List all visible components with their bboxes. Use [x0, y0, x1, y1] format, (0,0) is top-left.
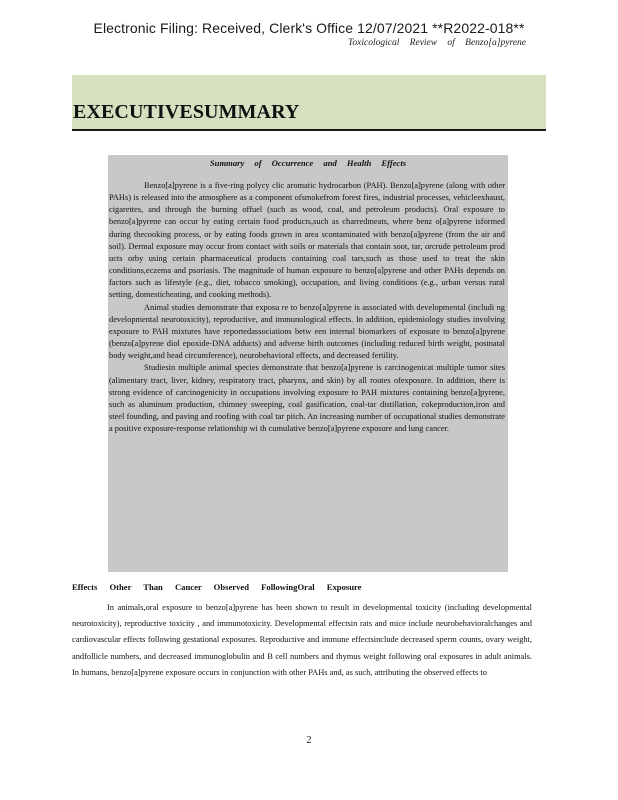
summary-box-body: [109, 180, 505, 435]
running-title: Toxicological Review of Benzo[a]pyrene: [348, 38, 526, 48]
summary-paragraph: Studiesin multiple animal species demonstrate that benzo[a]pyrene is carcinogenicat multiple tumor sites (alimentary tract, liver, kidney, respiratory tract, pharynx, and skin) by all routes ofexposure. In addition, there is strong evidence of carcinogenicity in occupations involving exposure to PAH mixtures containing benzo[a]pyrene, such as aluminum production, chimney sweeping, coal gasification, coal-tar distillation, cokeproduction,iron and steel founding, and paving and roofing with coal tar pitch. An increasing number of occupational studies demonstrate a positive exposure-response relationship wi th cumulative benzo[a]pyrene exposure and lung cancer.: [109, 363, 505, 434]
page-title: EXECUTIVESUMMARY: [73, 101, 300, 123]
page-number: 2: [306, 735, 312, 746]
summary-box-heading: Summary of Occurrence and Health Effects: [209, 158, 407, 168]
effects-body: [72, 600, 532, 681]
effects-heading: Effects Other Than Cancer Observed FollowingOral Exposure: [72, 582, 362, 592]
title-rule: [72, 129, 546, 131]
summary-paragraph: Benzo[a]pyrene is a five-ring polycy clic aromatic hydrocarbon (PAH). Benzo[a]pyrene (along with other PAHs) is released into the atmosphere as a component ofsmokefrom forest fires, industrial processes, vehicleexhaust, cigarettes, and through the burning offuel (such as wood, coal, and petroleum products). Oral exposure to benzo[a]pyrene can occur by eating certain food products,such as charredmeats, where benz o[a]pyrene isformed during thecooking process, or by eating foods grown in area scontaminated with benzo[a]pyrene (from the air and soil). Dermal exposure may occur from contact with soils or materials that contain soot, tar, orcrude petroleum prod ucts orby using certain pharmaceutical products containing coal tars,such as those used to treat the skin conditions,eczema and psoriasis. The magnitude of human exposure to benzo[a]pyrene and other PAHs depends on factors such as lifestyle (e.g., diet, tobacco smoking), occupation, and living conditions (e.g., urban versus rural setting, domesticheating, and cooking methods).: [109, 181, 505, 300]
summary-paragraph: Animal studies demonstrate that exposu re to benzo[a]pyrene is associated with developmental (includi ng developmental neurotoxicity), reproductive, and immunological effects. In addition, epidemiology studies involving exposure to PAH mixtures have reportedassociations betw een internal biomarkers of exposure to benzo[a]pyrene (benzo[a]pyrene diol epoxide-DNA adducts) and adverse birth outcomes (including reduced birth weight, postnatal body weight,and head circumference), neurobehavioral effects, and decreased fertility.: [109, 302, 505, 361]
effects-paragraph: In animals,oral exposure to benzo[a]pyrene has been shown to result in developmental toxicity (including developmental neurotoxicity), reproductive toxicity , and immunotoxicity. Developmental effectsin rats and mice include neurobehavioralchanges and cardiovascular effects following gestational exposures. Reproductive and immune effectsinclude decreased sperm counts, ovary weight, andfollicle numbers, and decreased immunoglobulin and B cell numbers and thymus weight following oral exposures in adult animals. In humans, benzo[a]pyrene exposure occurs in conjunction with other PAHs and, as such, attributing the observed effects to: [72, 603, 532, 677]
filing-stamp: Electronic Filing: Received, Clerk's Office 12/07/2021 **R2022-018**: [93, 20, 525, 36]
